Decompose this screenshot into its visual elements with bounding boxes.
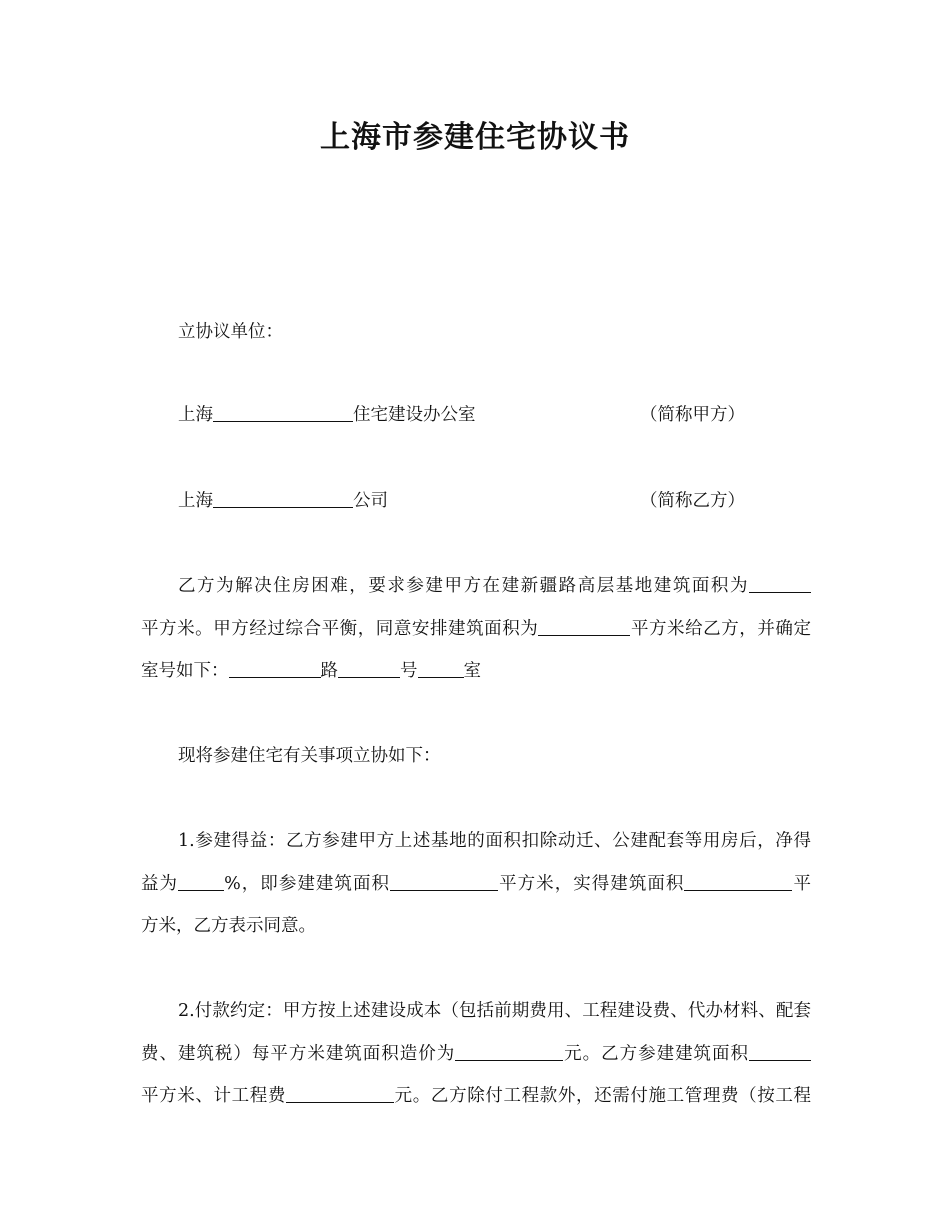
intro-text-3b: 路 (320, 661, 338, 681)
parties-heading: 立协议单位： (178, 322, 283, 342)
intro-line-2 (141, 617, 811, 641)
benefit-percent-blank (178, 872, 224, 891)
intro-text-2b: 平方米给乙方，并确定 (630, 619, 811, 639)
engineering-fee-blank (286, 1084, 394, 1103)
party-a-alias: （简称甲方） (640, 405, 745, 425)
clause1-line-1 (178, 829, 811, 853)
clause2-line-1 (178, 999, 811, 1023)
clause2-text-3b: 元。乙方除付工程款外，还需付施工管理费（按工程 (394, 1086, 812, 1106)
intro-line-1 (178, 574, 811, 598)
intro-line-3 (141, 659, 811, 683)
party-b-prefix: 上海 (178, 491, 213, 511)
actual-area-blank (684, 872, 792, 891)
clause2-text-1: 2.付款约定：甲方按上述建设成本（包括前期费用、工程建设费、代办材料、配套 (178, 1001, 811, 1021)
party-b-alias: （简称乙方） (640, 491, 745, 511)
clause2-area-blank (749, 1042, 811, 1061)
party-a-prefix: 上海 (178, 405, 213, 425)
clause1-text-1: 1.参建得益：乙方参建甲方上述基地的面积扣除动迁、公建配套等用房后，净得 (178, 831, 811, 851)
requested-area-blank (749, 574, 811, 593)
preface: 现将参建住宅有关事项立协如下： (178, 746, 441, 766)
road-blank (229, 659, 321, 678)
clause1-line-2 (141, 872, 811, 896)
allocated-area-blank (538, 617, 630, 636)
number-blank (338, 659, 400, 678)
intro-text-3d: 室 (463, 661, 481, 681)
clause1-text-2c: 平方米，实得建筑面积 (498, 874, 685, 894)
clause2-line-3 (141, 1084, 811, 1108)
intro-text-2a: 平方米。甲方经过综合平衡，同意安排建筑面积为 (141, 619, 539, 639)
participation-area-blank (390, 872, 498, 891)
unit-cost-blank (455, 1042, 563, 1061)
clause2-text-2a: 费、建筑税）每平方米建筑面积造价为 (141, 1044, 456, 1064)
intro-text-3c: 号 (400, 661, 418, 681)
room-blank (418, 659, 464, 678)
intro-text-3a: 室号如下： (141, 661, 229, 681)
clause2-line-2 (141, 1042, 811, 1066)
clause1-line-3: 方米，乙方表示同意。 (141, 916, 316, 936)
clause1-text-2a: 益为 (141, 874, 179, 894)
party-a-name-blank (213, 403, 353, 422)
party-a-suffix: 住宅建设办公室 (353, 405, 476, 425)
clause2-text-3a: 平方米、计工程费 (141, 1086, 287, 1106)
clause2-text-2b: 元。乙方参建建筑面积 (563, 1044, 750, 1064)
party-b-name-blank (213, 489, 353, 508)
document-title: 上海市参建住宅协议书 (320, 120, 630, 155)
intro-text-1: 乙方为解决住房困难，要求参建甲方在建新疆路高层基地建筑面积为 (178, 576, 749, 596)
clause1-text-2d: 平 (792, 874, 812, 894)
clause1-text-2b: %，即参建建筑面积 (224, 874, 391, 894)
party-b-suffix: 公司 (353, 491, 388, 511)
